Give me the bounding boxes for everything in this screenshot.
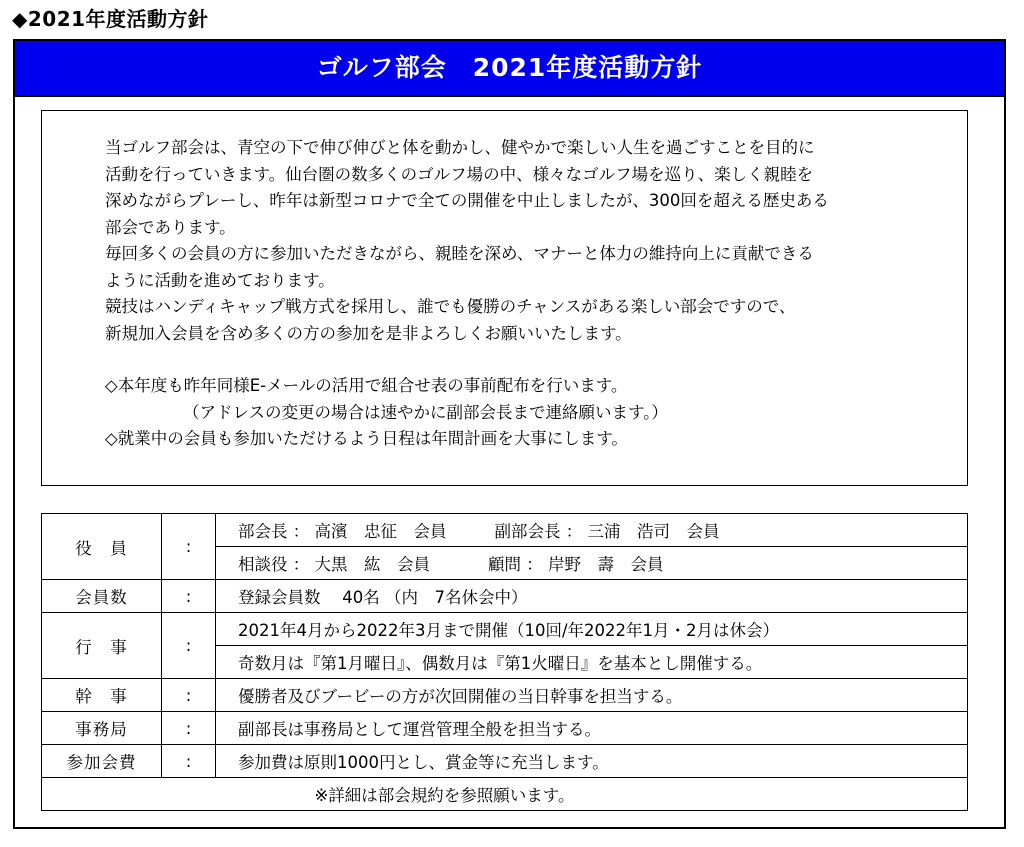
footnote: ※詳細は部会規約を参照願います。 [42, 778, 968, 811]
table-row [42, 580, 968, 613]
note-schedule: ◇就業中の会員も参加いただけるよう日程は年間計画を大事にします。 [105, 429, 628, 448]
note-address-change: （アドレスの変更の場合は速やかに副部会長まで連絡願います。） [183, 402, 668, 422]
intro-text [105, 135, 935, 453]
officer-advisor: 顧問 ： 岸野 壽 会員 [488, 555, 664, 574]
officer-chair: 部会長 ： 高濱 忠征 会員 [238, 522, 447, 541]
note-email: ◇本年度も昨年同様E-メールの活用で組合せ表の事前配布を行います。 [105, 376, 628, 395]
colon: : [162, 745, 216, 778]
intro-line: 毎回多くの会員の方に参加いただきながら、親睦を深め、マナーと体力の維持向上に貢献できる [105, 244, 814, 263]
colon: : [162, 514, 216, 580]
fee-value: 参加費は原則1000円とし、賞金等に充当します。 [216, 745, 968, 778]
organizer-label: 幹 事 [42, 679, 162, 712]
table-row [42, 613, 968, 646]
members-label: 会員数 [42, 580, 162, 613]
office-value: 副部長は事務局として運営管理全般を担当する。 [216, 712, 968, 745]
officer-counselor: 相談役 ： 大黒 紘 会員 [238, 555, 430, 574]
events-value-1: 2021年4月から2022年3月まで開催（10回/年2022年1月・2月は休会） [216, 613, 968, 646]
officers-row2 [216, 547, 968, 580]
intro-line: ように活動を進めております。 [105, 270, 335, 290]
intro-line: 新規加入会員を含め多くの方の参加を是非よろしくお願いいたします。 [105, 323, 632, 343]
officer-vice-chair: 副部会長 ： 三浦 浩司 会員 [494, 522, 720, 541]
colon: : [162, 712, 216, 745]
organizer-value: 優勝者及びブービーの方が次回開催の当日幹事を担当する。 [216, 679, 968, 712]
info-table [41, 513, 968, 811]
colon: : [162, 580, 216, 613]
policy-frame [13, 39, 1006, 829]
table-row [42, 679, 968, 712]
table-row [42, 745, 968, 778]
intro-line: 部会であります。 [105, 217, 236, 237]
office-label: 事務局 [42, 712, 162, 745]
intro-line: 競技はハンディキャップ戦方式を採用し、誰でも優勝のチャンスがある楽しい部会ですので、 [105, 297, 796, 316]
table-row [42, 514, 968, 547]
intro-line: 当ゴルフ部会は、青空の下で伸び伸びと体を動かし、健やかで楽しい人生を過ごすことを目的に [105, 138, 815, 157]
members-value: 登録会員数 40名 （内 7名休会中） [216, 580, 968, 613]
banner-title: ゴルフ部会 2021年度活動方針 [15, 41, 1004, 97]
intro-line: 活動を行っていきます。仙台圏の数多くのゴルフ場の中、様々なゴルフ場を巡り、楽しく親睦を [105, 164, 814, 184]
officers-row1 [216, 514, 968, 547]
officers-label: 役 員 [42, 514, 162, 580]
colon: : [162, 679, 216, 712]
table-row [42, 712, 968, 745]
intro-box [41, 110, 968, 486]
colon: : [162, 613, 216, 679]
table-row [42, 778, 968, 811]
intro-line: 深めながらプレーし、昨年は新型コロナで全ての開催を中止しましたが、300回を超える歴史ある [105, 191, 829, 210]
fee-label: 参加会費 [42, 745, 162, 778]
page-heading: ◆2021年度活動方針 [12, 7, 209, 31]
events-label: 行 事 [42, 613, 162, 679]
events-value-2: 奇数月は『第1月曜日』、偶数月は『第1火曜日』を基本とし開催する。 [216, 646, 968, 679]
